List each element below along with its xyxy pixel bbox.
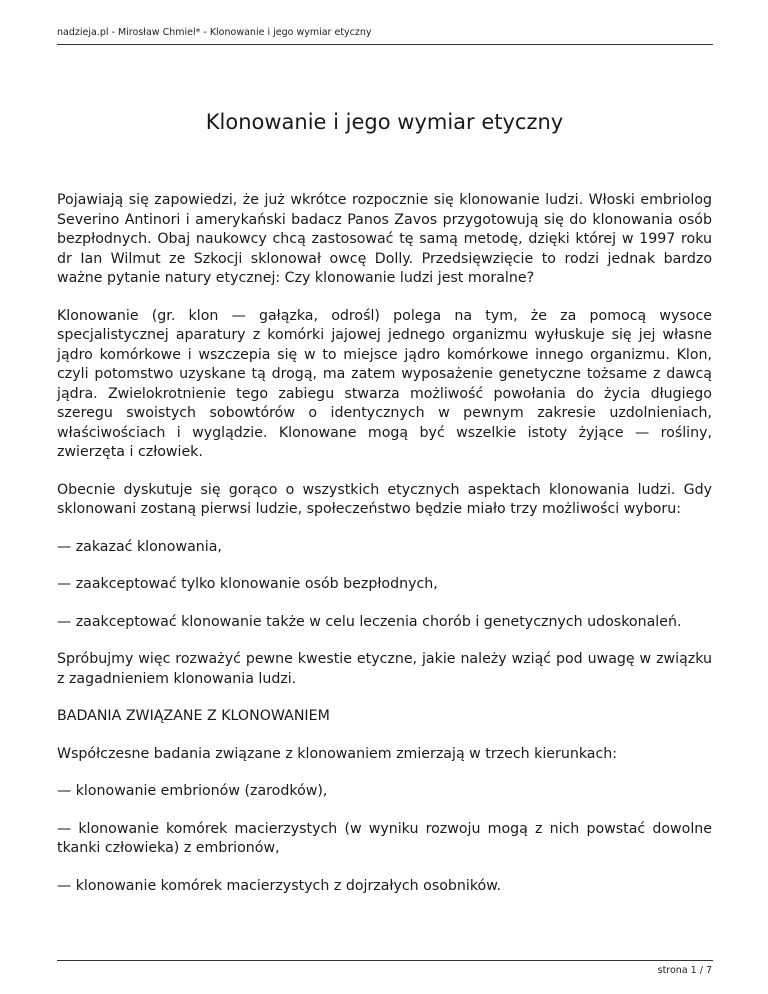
list-item: — zaakceptować tylko klonowanie osób bezpłodnych, [57,576,438,592]
article-body [57,191,712,914]
paragraph-intro: Pojawiają się zapowiedzi, że już wkrótce rozpocznie się klonowanie ludzi. Włoski embriolog Severino Antinori i amerykański badacz Panos Zavos przygotowują się do klonowania osób bezpłodnych. Obaj naukowcy chcą zastosować tę samą metodę, dzięki której w 1997 roku dr Ian Wilmut ze Szkocji sklonował owcę Dolly. Przedsięwzięcie to rodzi jednak bardzo ważne pytanie natury etycznej: Czy klonowanie ludzi jest moralne? [57,192,712,286]
paragraph-research: Współczesne badania związane z klonowaniem zmierzają w trzech kierunkach: [57,745,618,762]
section-heading: BADANIA ZWIĄZANE Z KLONOWANIEM [57,708,330,724]
list-item: — klonowanie komórek macierzystych z dojrzałych osobników. [57,877,502,894]
running-header: nadzieja.pl - Mirosław Chmiel* - Klonowanie i jego wymiar etyczny [57,27,372,38]
page-number: strona 1 / 7 [657,965,712,976]
paragraph-definition: Klonowanie (gr. klon — gałązka, odrośl) polega na tym, że za pomocą wysoce specjalistycznej aparatury z komórki jajowej jednego organizmu wyłuskuje się jej własne jądro komórkowe i wszczepia się w to miejsce jądro komórkowe innego organizmu. Klon, czyli potomstwo uzyskane tą drogą, ma zatem wyposażenie genetyczne tożsame z dawcą jądra. Zwielokrotnienie tego zabiegu stwarza możliwość powołania do życia długiego szeregu swoistych sobowtórów o identycznych w pewnym zakresie uzdolnieniach, właściwościach i wyglądzie. Klonowane mogą być wszelkie istoty żyjące — rośliny, zwierzęta i człowiek. [57,307,712,460]
document-title: Klonowanie i jego wymiar etyczny [205,110,564,134]
paragraph-considerations: Spróbujmy więc rozważyć pewne kwestie etyczne, jakie należy wziąć pod uwagę w związku z zagadnieniem klonowania ludzi. [57,651,712,687]
footer-divider [57,960,713,961]
paragraph-discussion: Obecnie dyskutuje się gorąco o wszystkich etycznych aspektach klonowania ludzi. Gdy sklonowani zostaną pierwsi ludzie, społeczeństwo będzie miało trzy możliwości wyboru: [57,481,712,517]
list-item: — zakazać klonowania, [57,538,222,555]
header-divider [57,44,713,45]
list-item: — zaakceptować klonowanie także w celu leczenia chorób i genetycznych udoskonaleń. [57,613,682,630]
list-item: — klonowanie embrionów (zarodków), [57,783,328,799]
list-item: — klonowanie komórek macierzystych (w wyniku rozwoju mogą z nich powstać dowolne tkanki człowieka) z embrionów, [57,820,712,856]
